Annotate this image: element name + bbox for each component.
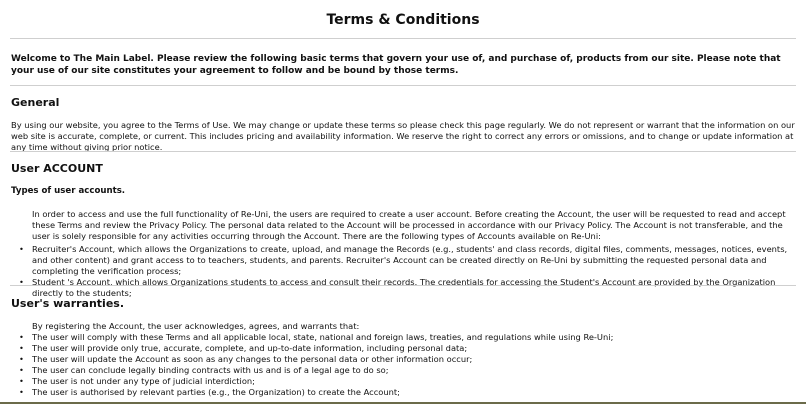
list-item bbox=[11, 343, 797, 354]
bullet-icon: • bbox=[19, 343, 24, 353]
account-types-text: In order to access and use the full functionality of Re-Uni, the users are required to create a user account. Before creating the Account, the user will be requested to read and accept these Terms and review the Privacy Policy. The personal data related to the Account will be processed in accordance with our Privacy Policy. The Account is not transferable, and the user is solely responsible for any activities occurring through the Account. There are the following types of Accounts available on Re-Uni: bbox=[32, 209, 786, 241]
account-types-list bbox=[11, 244, 797, 299]
divider bbox=[10, 151, 796, 152]
list-item bbox=[11, 387, 797, 398]
warranties-text: By registering the Account, the user acknowledges, agrees, and warrants that: bbox=[32, 321, 360, 331]
list-item bbox=[11, 277, 797, 299]
page-title: Terms & Conditions bbox=[326, 12, 480, 28]
list-item bbox=[11, 244, 797, 277]
list-item-text: The user will update the Account as soon as any changes to the personal data or other information occur; bbox=[32, 354, 473, 364]
list-item-text: The user is authorised by relevant parties (e.g., the Organization) to create the Account; bbox=[32, 387, 400, 397]
bullet-icon: • bbox=[19, 354, 24, 364]
bullet-icon: • bbox=[19, 332, 24, 342]
bullet-icon: • bbox=[19, 244, 24, 254]
list-item-text: The user will comply with these Terms and all applicable local, state, national and foreign laws, treaties, and regulations while using Re-Uni; bbox=[32, 332, 614, 342]
warranties-heading: User's warranties. bbox=[11, 297, 125, 310]
list-item bbox=[11, 365, 797, 376]
account-types-subheading: Types of user accounts. bbox=[11, 186, 126, 196]
user-account-heading: User ACCOUNT bbox=[11, 162, 103, 175]
list-item bbox=[11, 376, 797, 387]
divider bbox=[10, 285, 796, 286]
list-item-text: The user will provide only true, accurate, complete, and up-to-date information, including personal data; bbox=[32, 343, 468, 353]
general-text: By using our website, you agree to the Terms of Use. We may change or update these terms so please check this page regularly. We do not represent or warrant that the information on our web site is accurate, complete, or current. This includes pricing and availability information. We reserve the right to correct any errors or omissions, and to change or update information at any time without giving prior notice. bbox=[11, 120, 795, 152]
list-item-text: The user can conclude legally binding contracts with us and is of a legal age to do so; bbox=[32, 365, 389, 375]
general-heading: General bbox=[11, 96, 60, 109]
list-item-text: Student 's Account, which allows Organizations students to access and consult their records. The credentials for accessing the Student's Account are provided by the Organization directly to the students; bbox=[32, 277, 776, 298]
bullet-icon: • bbox=[19, 376, 24, 386]
list-item bbox=[11, 332, 797, 343]
list-item bbox=[11, 354, 797, 365]
divider bbox=[10, 38, 796, 39]
bullet-icon: • bbox=[19, 277, 24, 287]
bullet-icon: • bbox=[19, 365, 24, 375]
list-item-text: Recruiter's Account, which allows the Organizations to create, upload, and manage the Records (e.g., students' and class records, digital files, comments, messages, notices, events, and other content) and grant access to to teachers, students, and parents. Recruiter's Account can be created directly on Re-Uni by submitting the requested personal data and completing the verification process; bbox=[32, 244, 788, 276]
warranties-list bbox=[11, 332, 797, 398]
divider bbox=[10, 85, 796, 86]
intro-paragraph: Welcome to The Main Label. Please review the following basic terms that govern your use of, and purchase of, products from our site. Please note that your use of our site constitutes your agreement to follow and be bound by those terms. bbox=[11, 54, 781, 76]
bullet-icon: • bbox=[19, 387, 24, 397]
list-item-text: The user is not under any type of judicial interdiction; bbox=[32, 376, 255, 386]
